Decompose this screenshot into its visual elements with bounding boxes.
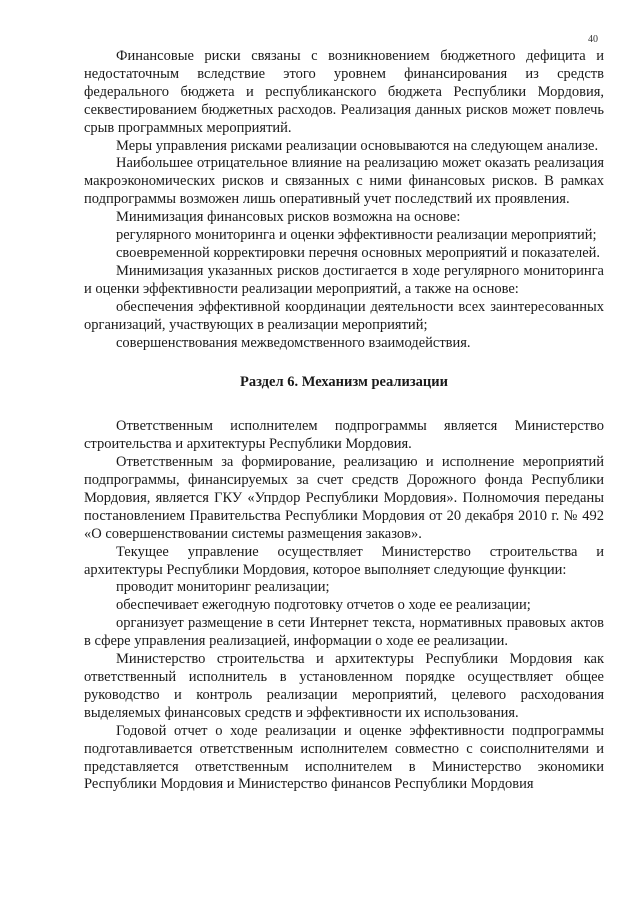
paragraph: Текущее управление осуществляет Министерство строительства и архитектуры Республики Мордовия, которое выполняет следующие функции: xyxy=(84,543,604,578)
document-body xyxy=(84,48,604,794)
paragraph: Минимизация указанных рисков достигается в ходе регулярного мониторинга и оценки эффективности реализации мероприятий, а также на основе: xyxy=(84,262,604,297)
paragraph: Годовой отчет о ходе реализации и оценке эффективности подпрограммы подготавливается ответственным исполнителем совместно с соисполнителями и представляется ответственным исполнителем в Министерство экономики Республики Мордовия и Министерство финансов Республики Мордовия xyxy=(84,722,604,793)
section-heading: Раздел 6. Механизм реализации xyxy=(240,374,448,391)
list-paragraph: совершенствования межведомственного взаимодействия. xyxy=(116,334,471,351)
paragraph: Минимизация финансовых рисков возможна на основе: xyxy=(116,209,461,226)
paragraph: Ответственным исполнителем подпрограммы является Министерство строительства и архитектуры Республики Мордовия. xyxy=(84,418,604,453)
list-paragraph: организует размещение в сети Интернет текста, нормативных правовых актов в сфере управления реализацией, информации о ходе ее реализации. xyxy=(84,615,604,650)
paragraph: Ответственным за формирование, реализацию и исполнение мероприятий подпрограммы, финансируемых за счет средств Дорожного фонда Республики Мордовия, является ГКУ «Упрдор Республики Мордовия». Полномочия переданы постановлением Правительства Республики Мордовия от 20 декабря 2010 г. № 492 «О совершенствовании системы размещения заказов». xyxy=(84,454,604,542)
paragraph: Наибольшее отрицательное влияние на реализацию может оказать реализация макроэкономических рисков и связанных с ними финансовых рисков. В рамках подпрограммы возможен лишь оперативный учет последствий их проявления. xyxy=(84,155,604,208)
paragraph: Финансовые риски связаны с возникновением бюджетного дефицита и недостаточным вследствие этого уровнем финансирования из средств федерального бюджета и республиканского бюджета Республики Мордовия, секвестированием бюджетных расходов. Реализация данных рисков может повлечь срыв программных мероприятий. xyxy=(84,48,604,136)
list-paragraph: проводит мониторинг реализации; xyxy=(116,579,330,596)
paragraph: Министерство строительства и архитектуры Республики Мордовия как ответственный исполнитель в установленном порядке осуществляет общее руководство и контроль реализации мероприятий, целевого расходования выделяемых финансовых средств и эффективности их использования. xyxy=(84,651,604,721)
list-paragraph: обеспечения эффективной координации деятельности всех заинтересованных организаций, участвующих в реализации мероприятий; xyxy=(84,298,604,333)
paragraph: Меры управления рисками реализации основываются на следующем анализе. xyxy=(116,137,599,154)
page-number: 40 xyxy=(588,34,598,45)
list-paragraph: своевременной корректировки перечня основных мероприятий и показателей. xyxy=(116,244,601,261)
list-paragraph: обеспечивает ежегодную подготовку отчетов о ходе ее реализации; xyxy=(116,597,531,614)
list-paragraph: регулярного мониторинга и оценки эффективности реализации мероприятий; xyxy=(116,227,597,244)
